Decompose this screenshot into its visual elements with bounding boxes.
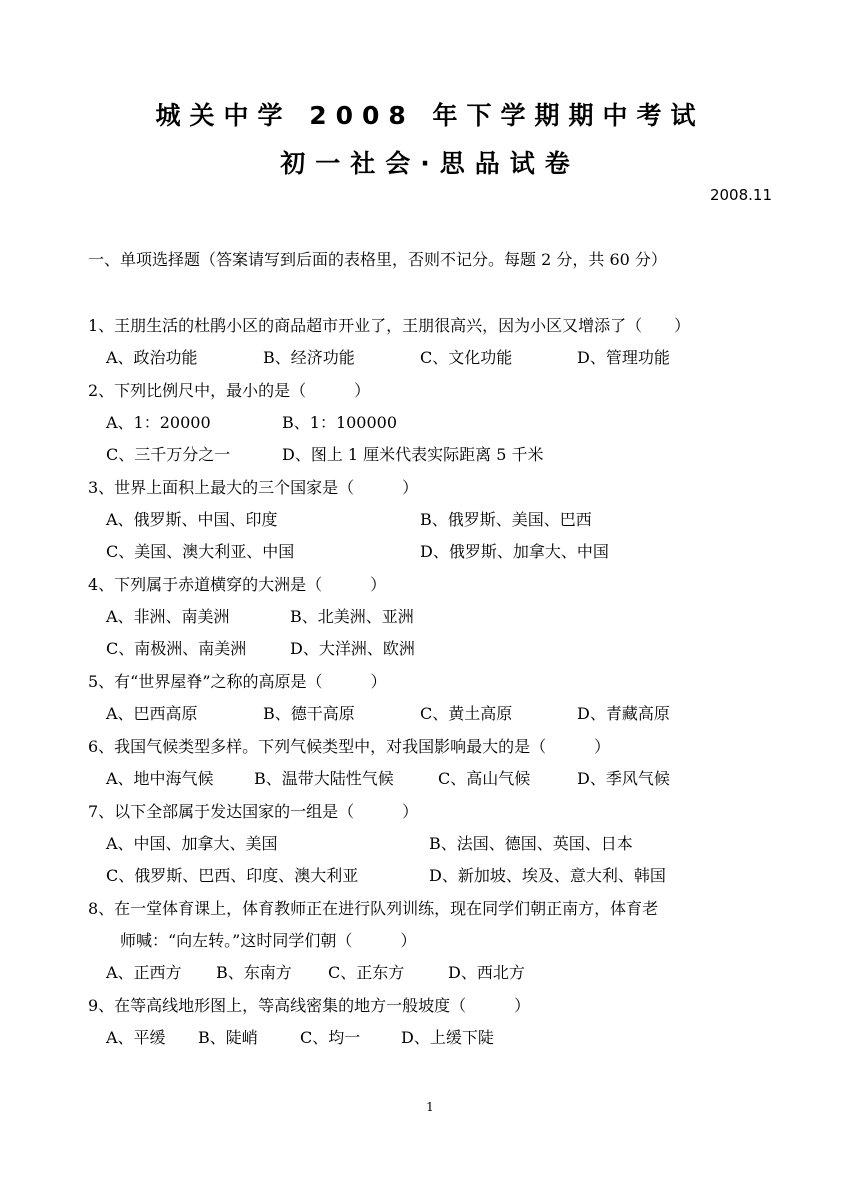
- q1-option-a: A、政治功能: [106, 348, 198, 367]
- q3-option-b: B、俄罗斯、美国、巴西: [420, 510, 592, 529]
- exam-subtitle: 初一社会·思品试卷: [280, 149, 580, 178]
- q8-option-b: B、东南方: [216, 963, 292, 982]
- page-number: 1: [426, 1100, 434, 1114]
- q9-option-d: D、上缓下陡: [401, 1028, 494, 1047]
- question-1: 1、王朋生活的杜鹃小区的商品超市开业了，王朋很高兴，因为小区又增添了（ ）: [88, 316, 691, 335]
- q8-option-a: A、正西方: [106, 963, 182, 982]
- question-3: 3、世界上面积上最大的三个国家是（ ）: [88, 478, 419, 497]
- q1-option-c: C、文化功能: [420, 348, 513, 367]
- q9-option-b: B、陡峭: [198, 1028, 258, 1047]
- q7-option-a: A、中国、加拿大、美国: [106, 834, 278, 853]
- q1-option-d: D、管理功能: [577, 348, 670, 367]
- q2-option-c: C、三千万分之一: [106, 445, 231, 464]
- q6-option-c: C、高山气候: [438, 769, 531, 788]
- q6-option-a: A、地中海气候: [106, 769, 214, 788]
- q4-option-d: D、大洋洲、欧洲: [290, 639, 415, 658]
- question-6: 6、我国气候类型多样。下列气候类型中，对我国影响最大的是（ ）: [88, 737, 611, 756]
- q1-option-b: B、经济功能: [263, 348, 355, 367]
- q3-option-d: D、俄罗斯、加拿大、中国: [420, 542, 609, 561]
- q4-option-c: C、南极洲、南美洲: [106, 639, 247, 658]
- q2-option-b: B、1：100000: [282, 413, 398, 432]
- question-7: 7、以下全部属于发达国家的一组是（ ）: [88, 802, 419, 821]
- q5-option-d: D、青藏高原: [577, 704, 670, 723]
- q7-option-d: D、新加坡、埃及、意大利、韩国: [429, 866, 666, 885]
- question-8-continuation: 师喊：“向左转。”这时同学们朝（ ）: [120, 931, 417, 950]
- q7-option-b: B、法国、德国、英国、日本: [429, 834, 633, 853]
- q2-option-a: A、1：20000: [106, 413, 211, 432]
- question-2: 2、下列比例尺中，最小的是（ ）: [88, 381, 371, 400]
- question-9: 9、在等高线地形图上，等高线密集的地方一般坡度（ ）: [88, 996, 531, 1015]
- q9-option-a: A、平缓: [106, 1028, 166, 1047]
- q6-option-b: B、温带大陆性气候: [254, 769, 394, 788]
- q8-option-c: C、正东方: [328, 963, 405, 982]
- section-heading: 一、单项选择题（答案请写到后面的表格里，否则不记分。每题 2 分，共 60 分）: [88, 250, 667, 269]
- q4-option-b: B、北美洲、亚洲: [290, 607, 414, 626]
- question-4: 4、下列属于赤道横穿的大洲是（ ）: [88, 575, 387, 594]
- q3-option-c: C、美国、澳大利亚、中国: [106, 542, 295, 561]
- q7-option-c: C、俄罗斯、巴西、印度、澳大利亚: [106, 866, 359, 885]
- exam-title: 城关中学 2008 年下学期期中考试: [155, 101, 705, 130]
- q5-option-c: C、黄土高原: [420, 704, 513, 723]
- q6-option-d: D、季风气候: [577, 769, 670, 788]
- q5-option-a: A、巴西高原: [106, 704, 198, 723]
- q2-option-d: D、图上 1 厘米代表实际距离 5 千米: [282, 445, 544, 464]
- q9-option-c: C、均一: [300, 1028, 361, 1047]
- question-5: 5、有“世界屋脊”之称的高原是（ ）: [88, 672, 387, 691]
- q4-option-a: A、非洲、南美洲: [106, 607, 230, 626]
- q5-option-b: B、德干高原: [263, 704, 355, 723]
- exam-date: 2008.11: [709, 186, 772, 204]
- q3-option-a: A、俄罗斯、中国、印度: [106, 510, 278, 529]
- question-8: 8、在一堂体育课上，体育教师正在进行队列训练，现在同学们朝正南方，体育老: [88, 899, 659, 918]
- q8-option-d: D、西北方: [448, 963, 525, 982]
